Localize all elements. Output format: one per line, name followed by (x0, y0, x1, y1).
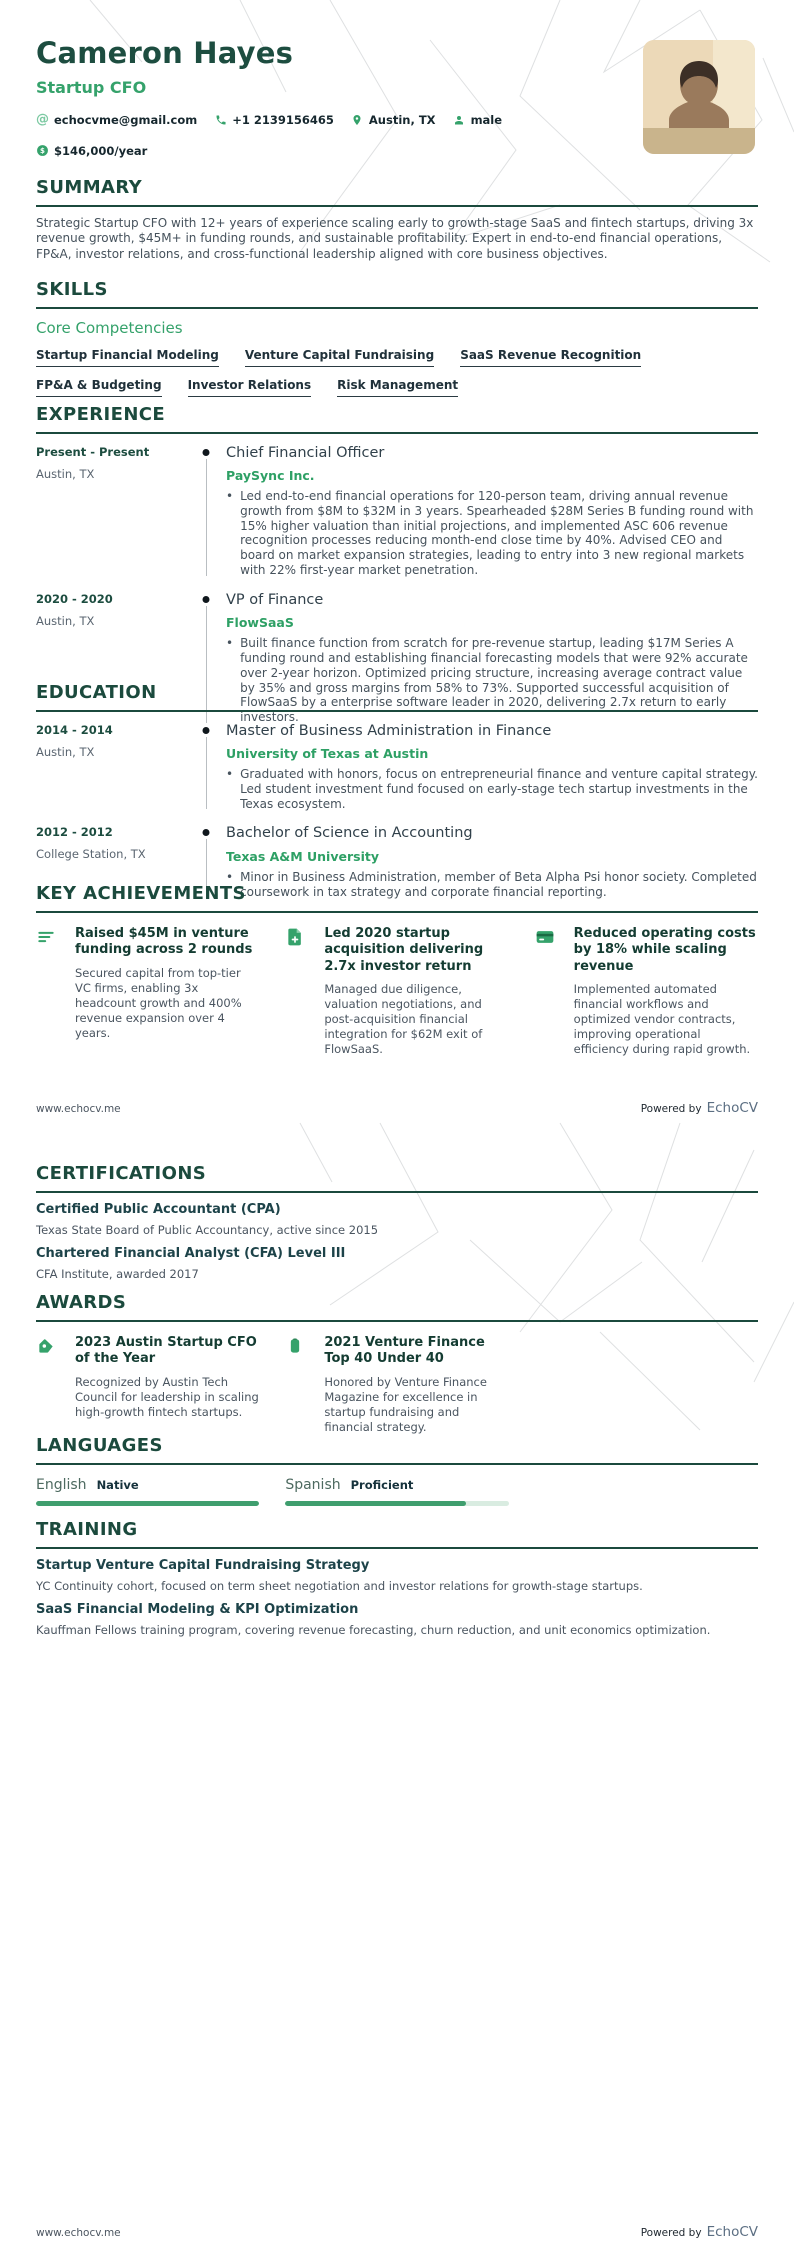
achievement-title: Reduced operating costs by 18% while scaling revenue (573, 925, 756, 974)
education-location: Austin, TX (36, 744, 95, 759)
language-level: Native (96, 1477, 139, 1492)
certification-title: Chartered Financial Analyst (CFA) Level III (36, 1245, 346, 1261)
language-grid-spacer (535, 1477, 758, 1506)
summary-heading: SUMMARY (36, 177, 143, 198)
section-experience (36, 405, 758, 725)
timeline (186, 445, 226, 578)
experience-meta (36, 445, 186, 578)
education-bullet-text: Minor in Business Administration, member of Beta Alpha Psi honor society. Completed coursework in tax strategy and corporate financial reporting. (240, 869, 757, 899)
experience-bullet-text: Led end-to-end financial operations for 120-person team, driving annual revenue growth from $8M to $32M in 3 years. Spearheaded $28M Series B funding round with 15% higher valuation than initial projections, and implemented ASC 606 revenue recognition processes reducing month-end close time by 40%. Advised CEO and board on market expansion strategies, leading to entry into 3 new regional markets with 22% first-year market penetration. (240, 489, 754, 578)
achievement-card (535, 926, 758, 1058)
award-title: 2021 Venture Finance Top 40 Under 40 (324, 1334, 485, 1367)
experience-job-title: Chief Financial Officer (226, 444, 385, 461)
training-item (36, 1558, 758, 1593)
experience-location: Austin, TX (36, 466, 95, 481)
education-dates: 2014 - 2014 (36, 722, 113, 737)
candidate-name: Cameron Hayes (36, 36, 294, 70)
experience-bullet (226, 489, 758, 578)
section-rule (36, 1191, 758, 1193)
file-plus-icon (285, 927, 305, 947)
skill-item: Investor Relations (188, 378, 312, 397)
contact-email-label: echocvme@gmail.com (54, 112, 198, 127)
achievement-card (36, 926, 259, 1058)
training-title: SaaS Financial Modeling & KPI Optimization (36, 1601, 359, 1617)
experience-company: PaySync Inc. (226, 468, 315, 484)
footer-site-link[interactable]: www.echocv.me (36, 1103, 121, 1115)
svg-text:$: $ (40, 146, 45, 156)
achievement-content (324, 926, 508, 1058)
section-skills (36, 280, 758, 397)
section-rule (36, 911, 758, 913)
certification-issuer: Texas State Board of Public Accountancy, active since 2015 (36, 1222, 379, 1237)
education-heading: EDUCATION (36, 682, 157, 703)
education-entry (36, 723, 758, 812)
tag-icon (36, 1336, 56, 1356)
contact-row (36, 113, 626, 158)
skill-item: Risk Management (337, 378, 458, 397)
experience-dates: Present - Present (36, 444, 150, 459)
timeline (186, 723, 226, 812)
skill-item: FP&A & Budgeting (36, 378, 162, 397)
achievement-content (574, 926, 758, 1058)
language-level: Proficient (350, 1477, 414, 1492)
section-rule (36, 1320, 758, 1322)
bullet-marker: • (226, 489, 234, 504)
achievement-text: Secured capital from top-tier VC firms, enabling 3x headcount growth and 400% revenue expansion over 4 years. (75, 965, 242, 1040)
award-content (324, 1335, 508, 1435)
timeline-dot-icon (203, 829, 210, 836)
salary-icon (36, 144, 49, 157)
language-bar-fill (285, 1501, 466, 1506)
summary-text: Strategic Startup CFO with 12+ years of experience scaling early to growth-stage SaaS and fintech startups, driving 3x revenue growth, $45M+ in funding rounds, and sustainable profitability. Expert in end-to-end financial operations, FP&A, investor relations, and cross-functional leadership aligned with core business objectives. (36, 215, 754, 261)
achievement-card (285, 926, 508, 1058)
section-rule (36, 1463, 758, 1465)
achievements-heading: KEY ACHIEVEMENTS (36, 883, 246, 904)
section-education (36, 683, 758, 899)
section-summary (36, 178, 758, 262)
section-certifications (36, 1164, 758, 1281)
section-rule (36, 205, 758, 207)
skills-heading: SKILLS (36, 279, 108, 300)
certification-title: Certified Public Accountant (CPA) (36, 1201, 281, 1217)
timeline-dot-icon (203, 727, 210, 734)
award-content (75, 1335, 259, 1435)
education-bullet-text: Graduated with honors, focus on entrepreneurial finance and venture capital strategy. Led student investment fund focused on early-stage tech startup investments in the Texas ecosystem. (240, 767, 758, 811)
timeline-dot-icon (203, 596, 210, 603)
language-item (285, 1477, 508, 1506)
skills-list (36, 348, 758, 397)
training-description: YC Continuity cohort, focused on term sheet negotiation and investor relations for growth-stage startups. (36, 1578, 643, 1593)
achievement-title: Raised $45M in venture funding across 2 rounds (75, 925, 253, 958)
skill-item: Startup Financial Modeling (36, 348, 219, 367)
echocv-brand-link[interactable]: EchoCV (706, 1100, 758, 1116)
section-training (36, 1520, 758, 1637)
badge-icon (285, 1336, 305, 1356)
section-rule (36, 1547, 758, 1549)
language-name: English (36, 1476, 87, 1493)
experience-heading: EXPERIENCE (36, 404, 166, 425)
achievements-grid (36, 926, 758, 1058)
email-icon: @ (36, 112, 49, 128)
profile-photo (643, 40, 755, 154)
section-rule (36, 432, 758, 434)
contact-gender (453, 113, 503, 127)
experience-job-title: VP of Finance (226, 591, 324, 608)
certification-item (36, 1246, 758, 1281)
language-header (285, 1477, 508, 1493)
award-text: Recognized by Austin Tech Council for leadership in scaling high-growth fintech startups. (75, 1374, 259, 1419)
award-text: Honored by Venture Finance Magazine for excellence in startup fundraising and financial strategy. (324, 1374, 487, 1434)
experience-company: FlowSaaS (226, 615, 294, 631)
timeline-line (206, 459, 207, 576)
page2-footer (36, 2224, 758, 2240)
training-title: Startup Venture Capital Fundraising Strategy (36, 1557, 370, 1573)
person-icon (453, 113, 466, 126)
list-lines-icon (36, 927, 56, 947)
footer-powered (641, 1100, 758, 1116)
education-school: University of Texas at Austin (226, 746, 429, 762)
education-meta (36, 723, 186, 812)
contact-email (36, 113, 197, 127)
bullet-marker: • (226, 636, 234, 651)
awards-grid (36, 1335, 758, 1435)
section-rule (36, 307, 758, 309)
page1-footer (36, 1100, 758, 1116)
contact-phone (214, 113, 334, 127)
certification-issuer: CFA Institute, awarded 2017 (36, 1267, 199, 1282)
section-languages (36, 1436, 758, 1506)
language-item (36, 1477, 259, 1506)
education-degree: Master of Business Administration in Finance (226, 722, 552, 739)
education-school: Texas A&M University (226, 848, 379, 864)
timeline-line (206, 737, 207, 810)
language-proficiency-bar (285, 1501, 508, 1506)
language-name: Spanish (285, 1476, 341, 1493)
certifications-heading: CERTIFICATIONS (36, 1163, 207, 1184)
footer-powered (641, 2224, 758, 2240)
contact-phone-label: +1 2139156465 (232, 112, 334, 127)
award-title: 2023 Austin Startup CFO of the Year (75, 1334, 257, 1367)
section-awards (36, 1293, 758, 1435)
languages-grid (36, 1477, 758, 1506)
language-proficiency-bar (36, 1501, 259, 1506)
experience-dates: 2020 - 2020 (36, 591, 113, 606)
header (36, 38, 626, 158)
contact-salary-label: $146,000/year (54, 143, 148, 158)
achievement-title: Led 2020 startup acquisition delivering 2.7x investor return (324, 925, 484, 974)
credit-card-icon (535, 927, 555, 947)
timeline-dot-icon (203, 449, 210, 456)
section-achievements (36, 884, 758, 1057)
skill-item: SaaS Revenue Recognition (460, 348, 641, 367)
award-card (285, 1335, 508, 1435)
contact-salary (36, 144, 147, 158)
phone-icon (214, 113, 227, 126)
education-degree: Bachelor of Science in Accounting (226, 825, 473, 842)
education-detail (226, 723, 758, 812)
education-location: College Station, TX (36, 847, 146, 862)
location-icon (351, 113, 364, 126)
achievement-text: Managed due diligence, valuation negotiations, and post-acquisition financial integration for $62M exit of FlowSaaS. (324, 982, 483, 1057)
contact-location (351, 113, 436, 127)
experience-detail (226, 445, 758, 578)
powered-by-label: Powered by (640, 1103, 702, 1115)
contact-gender-label: male (470, 112, 503, 127)
training-item (36, 1602, 758, 1637)
contact-location-label: Austin, TX (368, 112, 436, 127)
achievement-text: Implemented automated financial workflows and optimized vendor contracts, improving operational efficiency during rapid growth. (573, 982, 751, 1057)
training-heading: TRAINING (36, 1519, 138, 1540)
language-header (36, 1477, 259, 1493)
languages-heading: LANGUAGES (36, 1435, 163, 1456)
skill-item: Venture Capital Fundraising (245, 348, 434, 367)
training-description: Kauffman Fellows training program, covering revenue forecasting, churn reduction, and unit economics optimization. (36, 1623, 711, 1638)
experience-bullets (226, 489, 758, 578)
awards-heading: AWARDS (36, 1292, 127, 1313)
section-rule (36, 710, 758, 712)
bullet-marker: • (226, 869, 234, 884)
candidate-job-title: Startup CFO (36, 77, 147, 97)
echocv-brand-link[interactable]: EchoCV (706, 2224, 758, 2240)
education-bullet (226, 767, 758, 811)
certification-item (36, 1202, 758, 1237)
experience-entry (36, 445, 758, 578)
award-card (36, 1335, 259, 1435)
language-bar-fill (36, 1501, 259, 1506)
education-dates: 2012 - 2012 (36, 825, 113, 840)
experience-location: Austin, TX (36, 613, 95, 628)
powered-by-label: Powered by (640, 2227, 702, 2239)
education-bullets (226, 767, 758, 811)
bullet-marker: • (226, 767, 234, 782)
achievement-content (75, 926, 259, 1058)
experience-bullet-text: Built finance function from scratch for pre-revenue startup, leading $17M Series A funding round and establishing financial forecasting models that were 92% accurate over 2-year horizon. Optimized pricing structure, increasing average contract value by 35% and gross margins from 58% to 73%. Supported successful acquisition of FlowSaaS by a enterprise software leader in 2020, delivering 2.7x return to early investors. (240, 636, 748, 725)
footer-site-link[interactable]: www.echocv.me (36, 2227, 121, 2239)
skills-group-label: Core Competencies (36, 318, 183, 337)
